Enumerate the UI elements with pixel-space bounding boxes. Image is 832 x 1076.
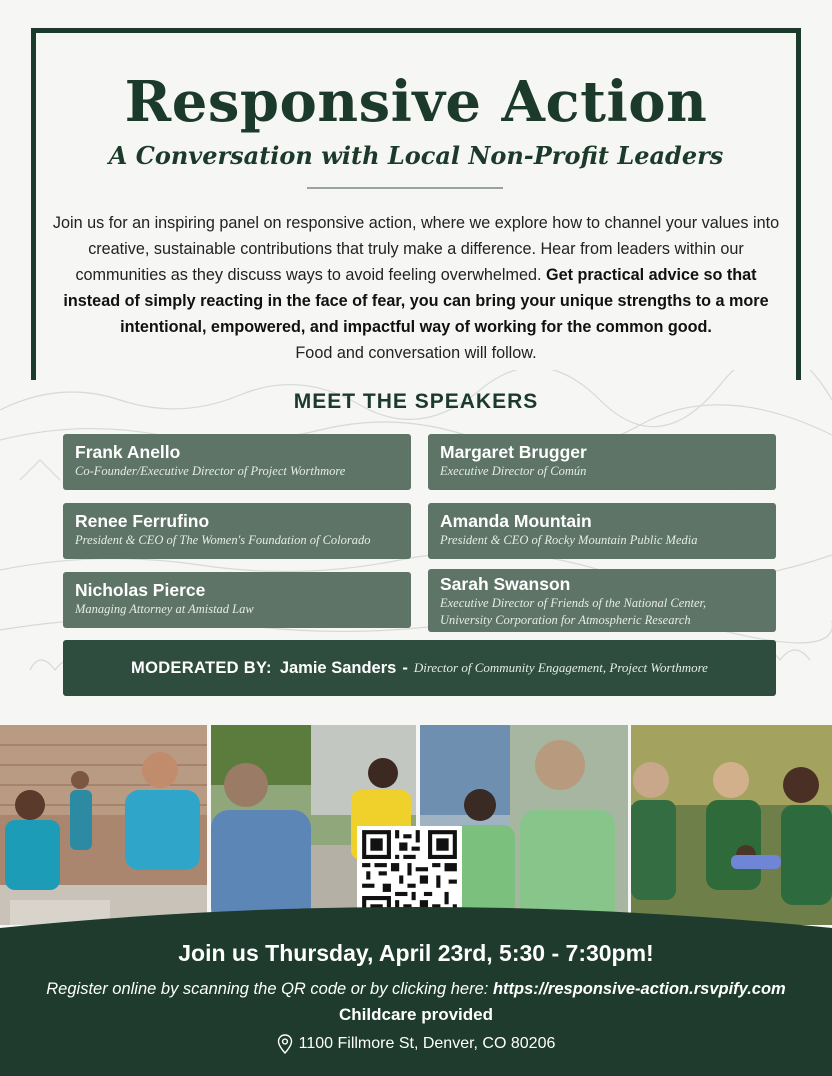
speaker-name: Amanda Mountain xyxy=(440,511,592,531)
title-divider xyxy=(307,187,503,189)
speaker-card xyxy=(428,434,776,490)
address-line xyxy=(0,1034,832,1054)
intro-closing: Food and conversation will follow. xyxy=(295,344,537,362)
speaker-name: Nicholas Pierce xyxy=(75,580,206,600)
speaker-card xyxy=(63,572,411,628)
moderator-bar xyxy=(63,640,776,696)
location-pin-icon xyxy=(277,1034,293,1054)
speaker-role: Managing Attorney at Amistad Law xyxy=(75,602,254,616)
moderator-role: Director of Community Engagement, Project Worthmore xyxy=(413,660,708,675)
photo-volunteers-sorting xyxy=(0,725,207,925)
speaker-role: Executive Director of Friends of the National Center, University Corporation for Atmospheric Research xyxy=(440,596,707,627)
intro-paragraph xyxy=(50,210,782,366)
speaker-name: Frank Anello xyxy=(75,442,181,462)
intro-text: Join us for an inspiring panel on responsive action, where we explore how to channel your values into creative, sustainable contributions that truly make a difference. Hear from leaders within our communities as they discuss ways to avoid feeling overwhelmed. xyxy=(52,214,780,284)
moderator-name: Jamie Sanders xyxy=(279,658,397,677)
speaker-card xyxy=(428,503,776,559)
event-date-time: Join us Thursday, April 23rd, 5:30 - 7:30pm! xyxy=(178,940,654,966)
register-line xyxy=(0,980,832,999)
speaker-name: Sarah Swanson xyxy=(440,574,571,594)
event-address: 1100 Fillmore St, Denver, CO 80206 xyxy=(298,1035,556,1052)
speaker-card xyxy=(63,503,411,559)
event-subtitle: A Conversation with Local Non-Profit Leaders xyxy=(108,141,724,170)
speaker-card xyxy=(428,569,776,632)
speaker-name: Margaret Brugger xyxy=(440,442,587,462)
speaker-role: Co-Founder/Executive Director of Project Worthmore xyxy=(75,464,346,478)
speaker-role: Executive Director of Común xyxy=(440,464,587,478)
speaker-role: President & CEO of The Women's Foundation of Colorado xyxy=(75,533,371,547)
intro-bold-text: Get practical advice so that instead of simply reacting in the face of fear, you can bring your unique strengths to a more intentional, empowered, and impactful way of working for the common good. xyxy=(63,266,769,336)
childcare-note: Childcare provided xyxy=(339,1005,493,1024)
speaker-role: President & CEO of Rocky Mountain Public Media xyxy=(440,533,698,547)
speaker-card xyxy=(63,434,411,490)
register-link[interactable]: https://responsive-action.rsvpify.com xyxy=(492,980,786,998)
moderator-label: MODERATED BY: xyxy=(131,658,272,677)
speakers-heading: MEET THE SPEAKERS xyxy=(293,390,539,413)
speaker-name: Renee Ferrufino xyxy=(75,511,210,531)
photo-volunteers-planting xyxy=(631,725,832,925)
event-title: Responsive Action xyxy=(124,69,708,135)
register-text: Register online by scanning the QR code or by clicking here: xyxy=(46,980,489,998)
moderator-separator: - xyxy=(402,658,408,677)
